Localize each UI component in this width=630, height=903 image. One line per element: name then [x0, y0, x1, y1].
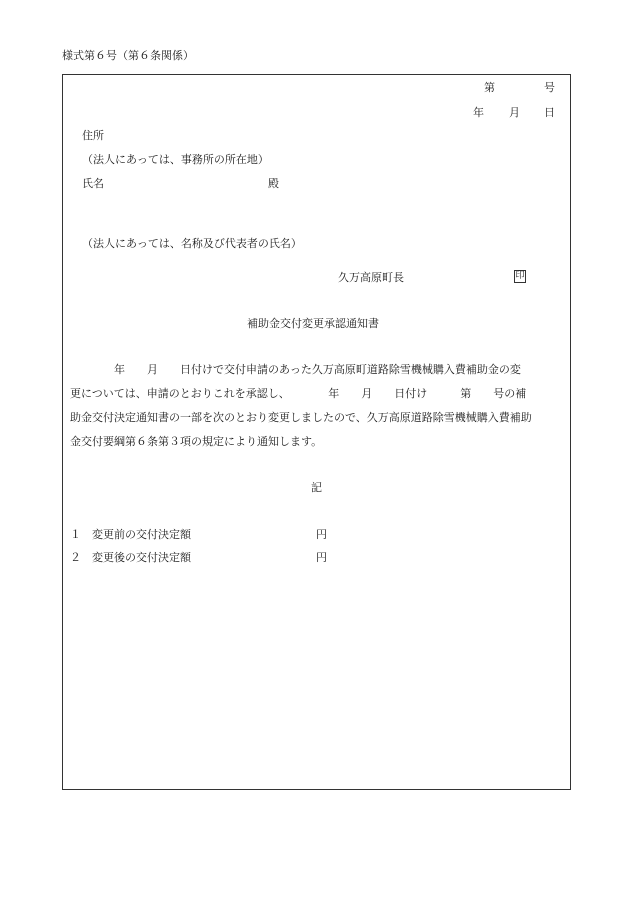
body-line-4: 金交付要綱第６条第３項の規定により通知します。	[70, 435, 323, 448]
item-unit-1: 円	[316, 528, 327, 541]
address-note: （法人にあっては、事務所の所在地）	[82, 153, 269, 166]
item-number-1: １	[70, 528, 81, 541]
form-frame	[62, 74, 571, 790]
honorific: 殿	[268, 177, 279, 190]
issuer-title: 久万高原町長	[338, 271, 404, 284]
body-line-2: 更については、申請のとおりこれを承認し、 年 月 日付け 第 号の補	[70, 387, 527, 400]
name-note: （法人にあっては、名称及び代表者の氏名）	[82, 237, 302, 250]
date-month: 月	[509, 106, 520, 119]
item-label-1: 変更前の交付決定額	[92, 528, 191, 541]
document-title: 補助金交付変更承認通知書	[247, 317, 379, 330]
address-label: 住所	[82, 129, 104, 142]
item-unit-2: 円	[316, 551, 327, 564]
body-line-3: 助金交付決定通知書の一部を次のとおり変更しましたので、久万高原道路除雪機械購入費補助	[70, 411, 532, 424]
ki-label: 記	[311, 481, 322, 494]
seal-mark: 印	[515, 271, 525, 281]
name-label: 氏名	[82, 177, 104, 190]
number-suffix: 号	[544, 81, 555, 94]
item-label-2: 変更後の交付決定額	[92, 551, 191, 564]
item-number-2: ２	[70, 551, 81, 564]
body-line-1: 年 月 日付けで交付申請のあった久万高原町道路除雪機械購入費補助金の変	[70, 363, 521, 376]
form-label: 様式第６号（第６条関係）	[62, 49, 194, 62]
date-day: 日	[544, 106, 555, 119]
number-prefix: 第	[484, 81, 495, 94]
date-year: 年	[473, 106, 484, 119]
